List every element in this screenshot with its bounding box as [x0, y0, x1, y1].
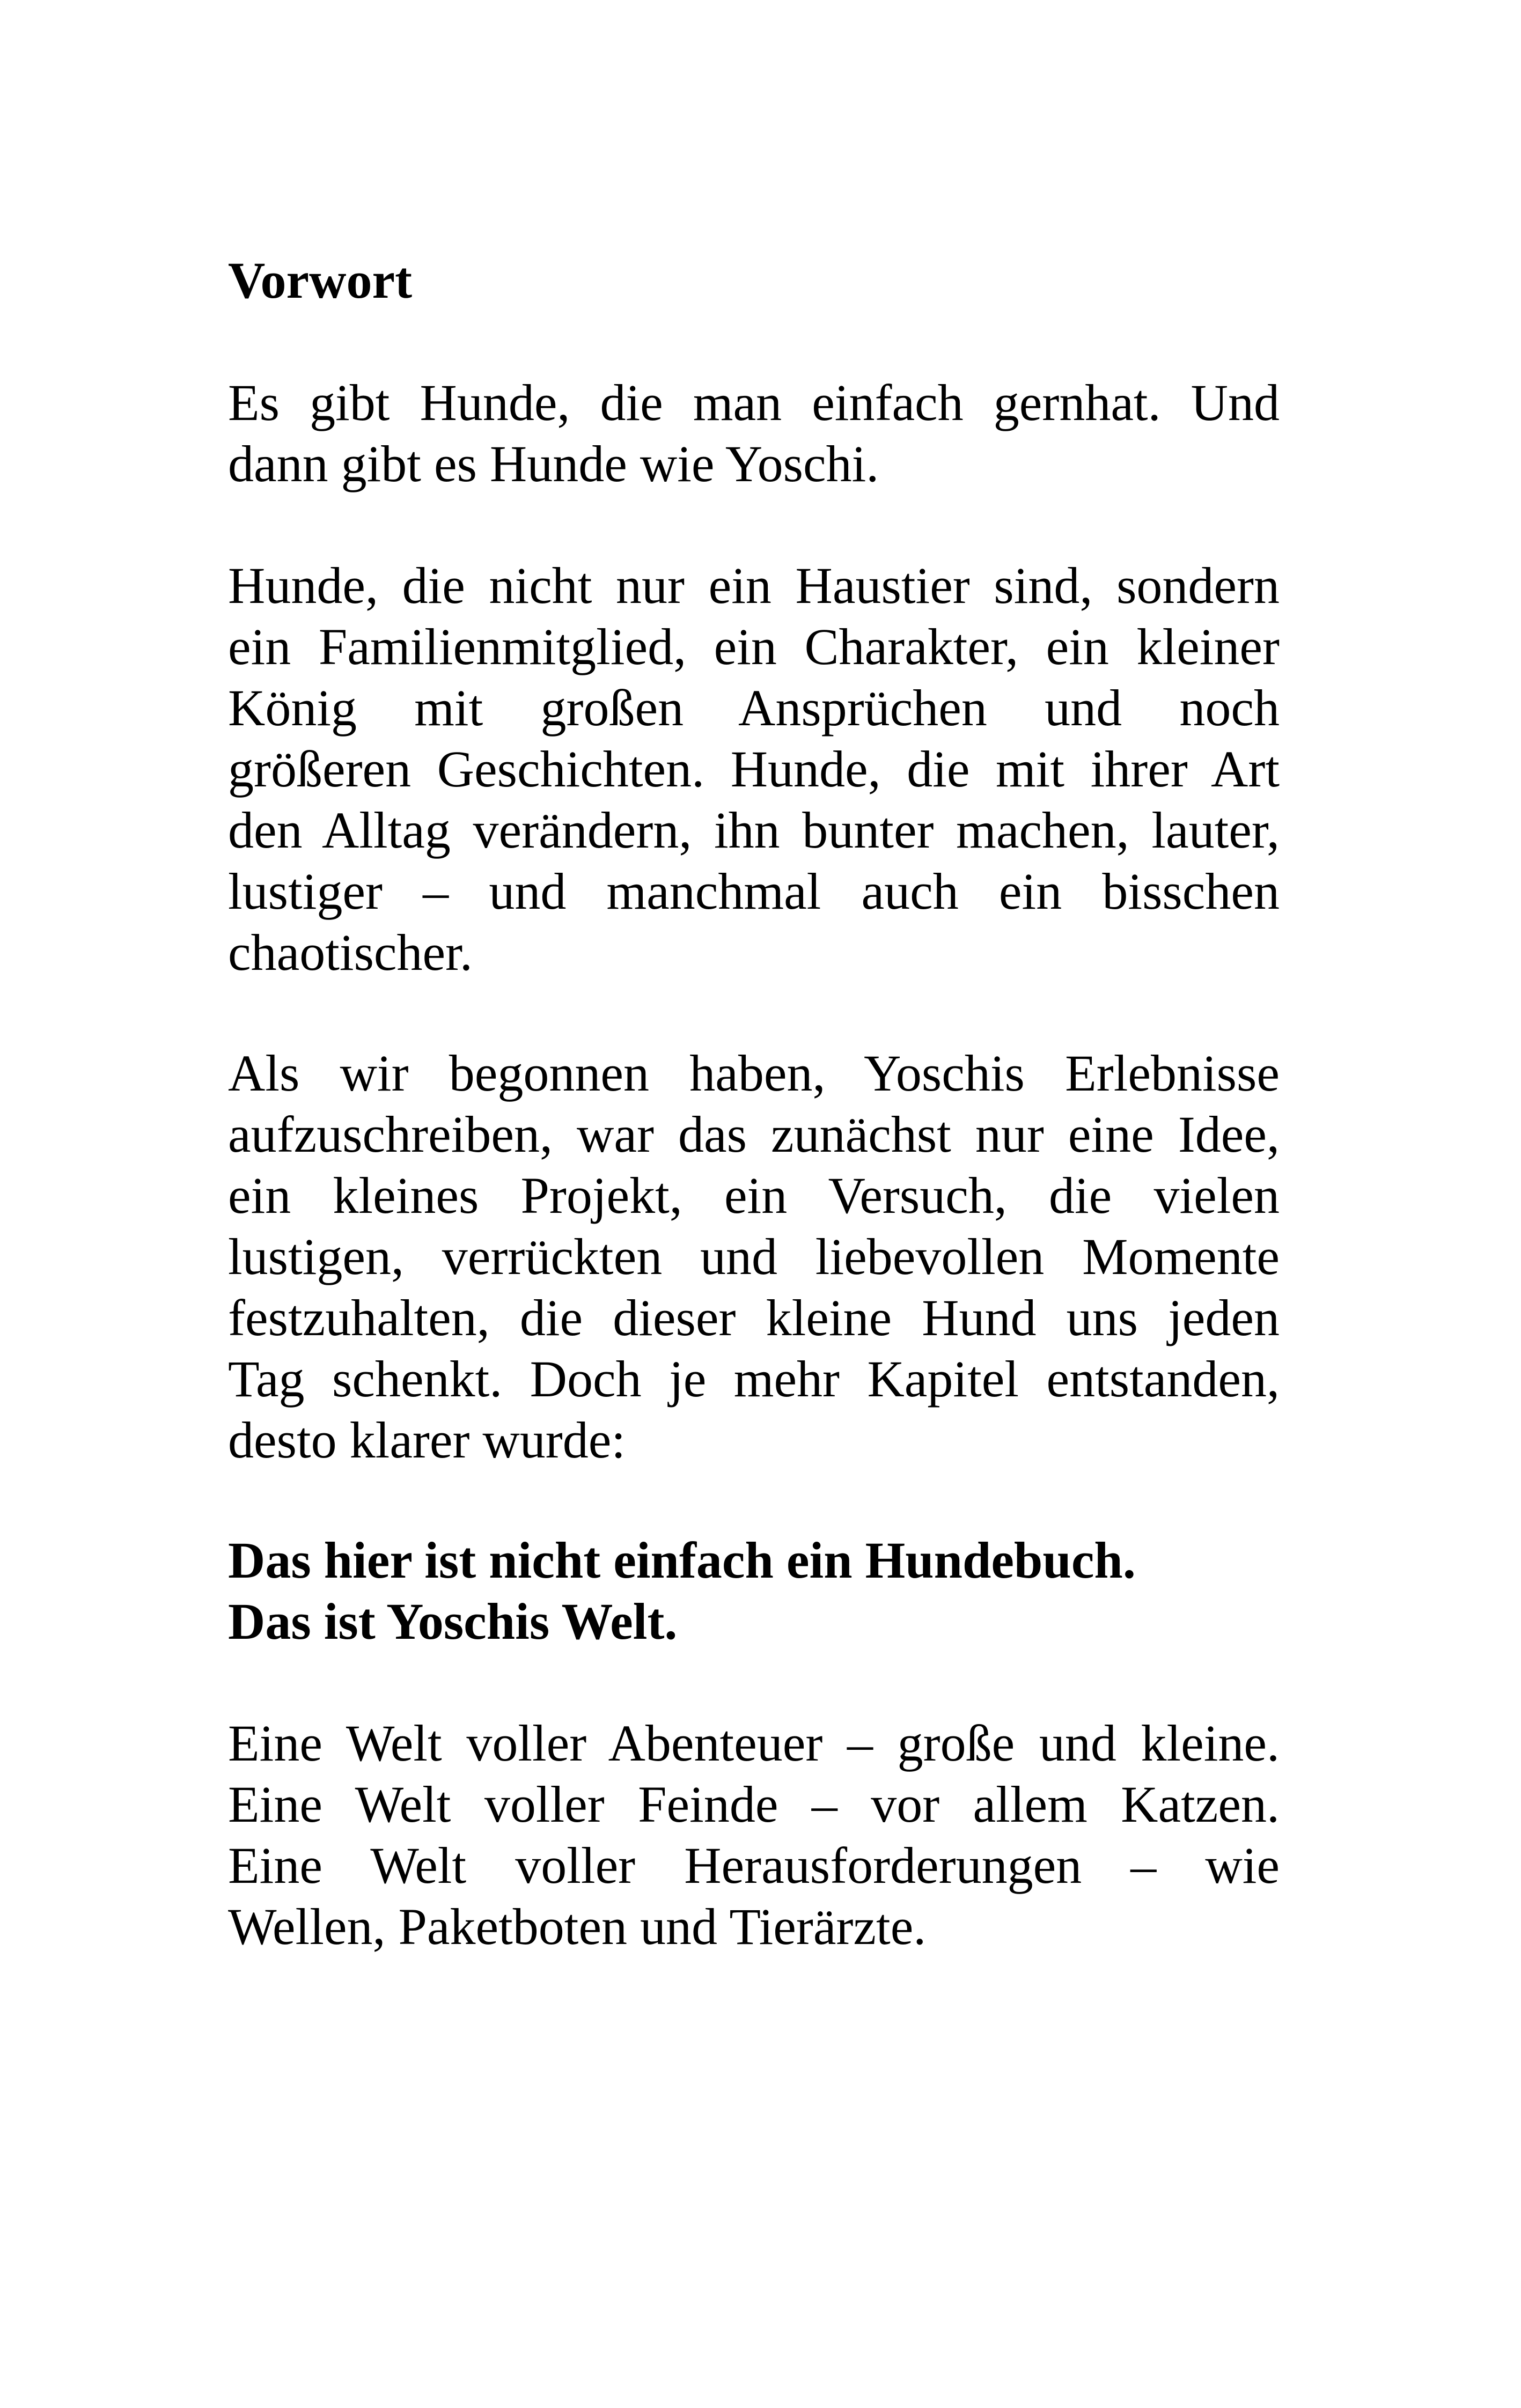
- text-line: den Alltag verändern, ihn bunter machen, lauter,: [228, 801, 1280, 859]
- text-line: Hunde, die nicht nur ein Haustier sind, sondern: [228, 557, 1280, 614]
- text-line: Eine Welt voller Herausforderungen – wie: [228, 1837, 1280, 1894]
- text-line: Eine Welt voller Abenteuer – große und kleine.: [228, 1714, 1280, 1772]
- text-line: Als wir begonnen haben, Yoschis Erlebnisse: [228, 1044, 1280, 1102]
- text-line: lustiger – und manchmal auch ein bisschen: [228, 863, 1280, 920]
- page-title: Vorwort: [228, 252, 413, 309]
- text-line: Eine Welt voller Feinde – vor allem Katzen.: [228, 1776, 1280, 1833]
- text-line: festzuhalten, die dieser kleine Hund uns jeden: [228, 1289, 1280, 1346]
- text-line: Das hier ist nicht einfach ein Hundebuch.: [228, 1531, 1136, 1589]
- paragraph-origin: [228, 1043, 1280, 1471]
- text-line: desto klarer wurde:: [228, 1411, 626, 1469]
- text-line: Wellen, Paketboten und Tierärzte.: [228, 1898, 927, 1955]
- text-line: chaotischer.: [228, 924, 473, 981]
- text-line: größeren Geschichten. Hunde, die mit ihrer Art: [228, 740, 1280, 798]
- text-line: dann gibt es Hunde wie Yoschi.: [228, 435, 879, 492]
- text-line: ein kleines Projekt, ein Versuch, die vielen: [228, 1167, 1280, 1224]
- paragraph-family-member: [228, 555, 1280, 983]
- text-line: aufzuschreiben, war das zunächst nur eine Idee,: [228, 1106, 1280, 1163]
- paragraph-emphasis: [228, 1530, 1280, 1652]
- text-line: Es gibt Hunde, die man einfach gernhat. Und: [228, 374, 1280, 431]
- text-line: König mit großen Ansprüchen und noch: [228, 679, 1280, 737]
- paragraph-world: [228, 1713, 1280, 1957]
- text-line: Das ist Yoschis Welt.: [228, 1593, 678, 1650]
- text-line: ein Familienmitglied, ein Charakter, ein kleiner: [228, 618, 1280, 675]
- text-line: lustigen, verrückten und liebevollen Momente: [228, 1228, 1280, 1285]
- paragraph-intro: [228, 372, 1280, 495]
- text-line: Tag schenkt. Doch je mehr Kapitel entstanden,: [228, 1350, 1280, 1408]
